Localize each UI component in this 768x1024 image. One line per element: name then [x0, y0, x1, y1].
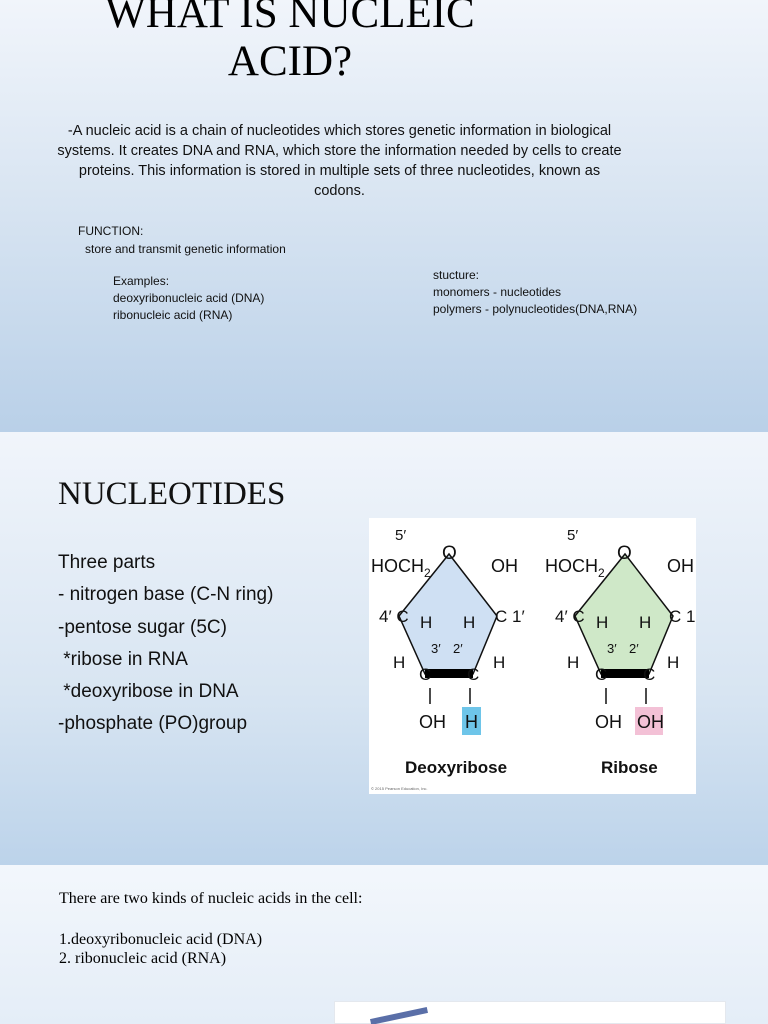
h-label: H [463, 613, 476, 632]
structure-label: stucture: [433, 268, 480, 282]
carbon-label: C [467, 665, 480, 684]
carbon-label: C [595, 665, 608, 684]
partial-figure [334, 1001, 726, 1024]
h-label: H [420, 613, 433, 632]
structure-item: polymers - polynucleotides(DNA,RNA) [433, 302, 638, 316]
part-item: -pentose sugar (5C) [58, 616, 227, 638]
carbon-1-label: C 1′ [669, 607, 696, 626]
structure-block [433, 267, 637, 318]
copyright-text: © 2015 Pearson Education, Inc. [371, 786, 428, 791]
carbon-2-label: 2′ [629, 641, 639, 656]
deoxyribose-bold-bond [425, 669, 473, 678]
h-label: H [596, 613, 609, 632]
function-label: FUNCTION: [78, 224, 144, 238]
part-item: - nitrogen base (C-N ring) [58, 584, 274, 606]
h-label: H [667, 653, 680, 672]
carbon-1-label: C 1′ [495, 607, 525, 626]
slide-kinds-of-nucleic-acids [0, 865, 768, 1024]
slide-title [60, 0, 520, 86]
h-label: H [393, 653, 406, 672]
example-item: ribonucleic acid (RNA) [113, 308, 233, 322]
oh-highlight-label: OH [637, 712, 664, 732]
parts-list [58, 547, 273, 741]
oh-label: OH [595, 712, 622, 732]
kind-item: 1.deoxyribonucleic acid (DNA) [59, 931, 263, 948]
h-label: H [639, 613, 652, 632]
title-line-1: WHAT IS NUCLEIC [105, 0, 475, 37]
ring-oxygen-label: O [617, 543, 632, 564]
carbon-3-label: 3′ [431, 641, 441, 656]
carbon-5-label: 5′ [567, 527, 579, 544]
oh-label: OH [667, 556, 694, 576]
examples-label: Examples: [113, 274, 170, 288]
carbon-5-label: 5′ [395, 527, 407, 544]
h-highlight-label: H [465, 712, 478, 732]
ribose-label: Ribose [601, 758, 658, 777]
carbon-label: C [643, 665, 656, 684]
kinds-heading: There are two kinds of nucleic acids in the cell: [59, 890, 363, 907]
sugar-structures-diagram [369, 518, 696, 794]
slide-nucleotides [0, 432, 768, 865]
oh-label: OH [491, 556, 518, 576]
kinds-list [59, 930, 262, 968]
part-item: *ribose in RNA [58, 648, 188, 670]
parts-heading: Three parts [58, 552, 156, 573]
part-item: *deoxyribose in DNA [58, 681, 239, 703]
deoxyribose-label: Deoxyribose [405, 758, 508, 777]
h-label: H [567, 653, 580, 672]
part-item: -phosphate (PO)group [58, 713, 248, 735]
oh-label: OH [419, 712, 446, 732]
carbon-4-label: 4′ C [379, 607, 409, 626]
examples-block [113, 273, 264, 324]
ribose-bold-bond [601, 669, 649, 678]
carbon-4-label: 4′ C [555, 607, 585, 626]
structure-item: monomers - nucleotides [433, 285, 562, 299]
intro-paragraph: -A nucleic acid is a chain of nucleotides which stores genetic information in biological systems. It creates DNA and RNA, which store the information needed by cells to create proteins. This information is stored in multiple sets of three nucleotides, known as codons. [57, 123, 622, 199]
hoch2-label: $HOCH_2$ [371, 556, 431, 580]
hoch2-label: $HOCH_2$ [545, 556, 605, 580]
sugar-structure-figure [369, 518, 696, 794]
h-label: H [493, 653, 506, 672]
slide-what-is-nucleic-acid [0, 0, 768, 432]
carbon-2-label: 2′ [453, 641, 463, 656]
example-item: deoxyribonucleic acid (DNA) [113, 291, 265, 305]
slide-title: NUCLEOTIDES [58, 476, 286, 512]
title-line-2: ACID? [227, 38, 353, 85]
carbon-3-label: 3′ [607, 641, 617, 656]
carbon-label: C [419, 665, 432, 684]
kind-item: 2. ribonucleic acid (RNA) [59, 950, 227, 967]
function-text: store and transmit genetic information [85, 242, 286, 256]
ring-oxygen-label: O [442, 543, 457, 564]
